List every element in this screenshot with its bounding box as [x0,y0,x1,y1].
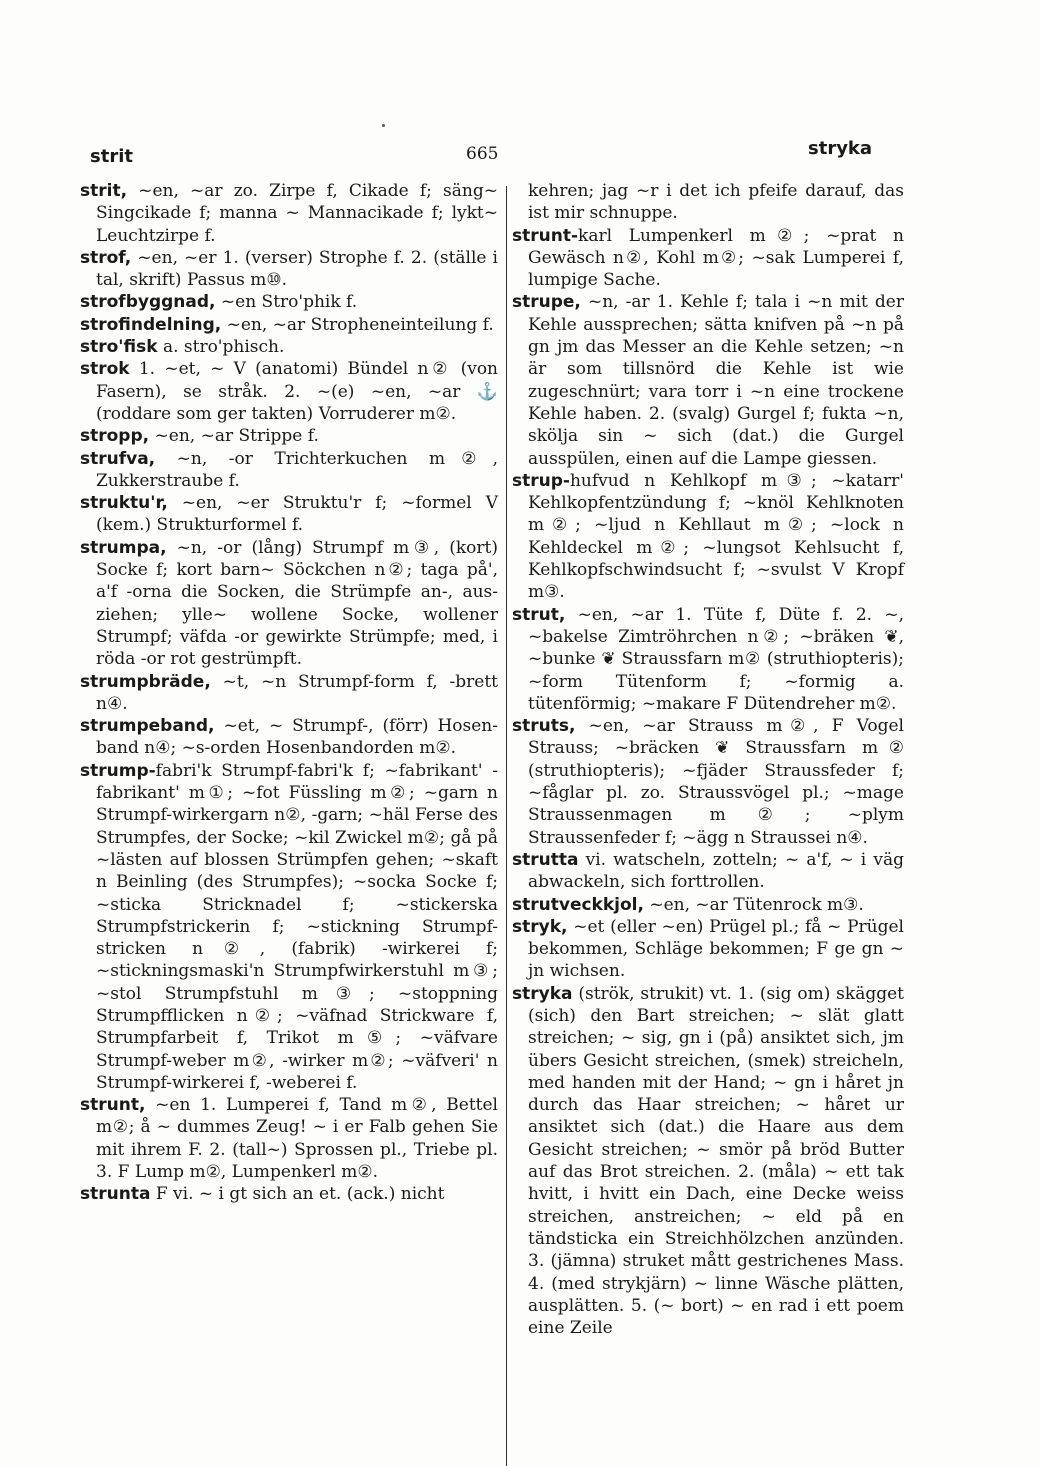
entry-headword: strofbyggnad, [80,292,216,313]
dictionary-entry [512,894,904,916]
entry-headword: stryka [512,983,573,1004]
dictionary-entry [80,671,498,716]
page-number: 665 [466,144,499,164]
entry-headword: stropp, [80,426,150,447]
dictionary-entry [512,180,904,225]
entry-headword: struktu'r, [80,493,168,514]
dictionary-entry [512,916,904,983]
entry-definition: F vi. ~ i gt sich an et. (ack.) nicht [150,1184,445,1205]
entry-definition: ~en, ~er 1. (verser) Strophe f. 2. (ställe i tal, skrift) Passus m⑩. [96,247,498,291]
entry-definition: ~en, ~ar zo. Zirpe f, Cikade f; säng~ Singcikade f; manna ~ Mannacikade f; lykt~ Leuchtzirpe f. [96,181,498,246]
dictionary-entry [80,715,498,760]
dictionary-entry [512,715,904,849]
dictionary-entry [512,604,904,715]
entry-definition: 1. ~et, ~ V (anatomi) Bündel n② (von Fasern), se stråk. 2. ~(e) ~en, ~ar ⚓ (roddare som ger takten) Vorruderer m②. [96,359,498,424]
entry-headword: strofindelning, [80,314,222,335]
dictionary-entry [80,537,498,671]
dictionary-entry [512,983,904,1340]
entry-headword: strup- [512,470,570,491]
entry-definition: (strök, strukit) vt. 1. (sig om) skägget (sich) den Bart streichen; ~ slät glatt streichen; ~ sig, gn i (på) ansiktet sich, jm übers Gesicht streichen, (smek) streicheln, med handen mit der Hand; ~ gn i håret jn durch das Haar streichen; ~ håret ur ansiktet sich (dat.) die Haare aus dem Gesicht streichen; ~ smör på bröd Butter auf das Brot streichen. 2. (måla) ~ ett tak hvitt, i hvitt ein Dach, eine Decke weiss streichen, anstreichen; ~ eld på en tändsticka ein Streichhölzchen anzünden. 3. (jämna) struket mått gestrichenes Mass. 4. (med strykjärn) ~ linne Wäsche plätten, ausplätten. 5. (~ bort) ~ en rad i ett poem eine Zeile [528,983,904,1339]
dictionary-entry [80,492,498,537]
dictionary-entry [80,1183,498,1205]
entry-definition: ~en 1. Lumperei f, Tand m②, Bettel m②; å ~ dummes Zeug! ~ i er Falb gehen Sie mit ihrem F. 2. (tall~) Sprossen pl., Triebe pl. 3. F Lump m②, Lumpenkerl m②. [96,1095,498,1183]
dictionary-entry [80,425,498,447]
dictionary-entry [80,760,498,1094]
entry-headword: strumpa, [80,537,167,558]
dictionary-entry [512,225,904,292]
entry-definition: ~n, -or (lång) Strumpf m③, (kort) Socke f; kort barn~ Söckchen n②; taga på', a'f -orna die Socken, die Strümpfe an-, aus-ziehen; ylle~ wollene Socke, wollener Strumpf; väfda -or gewirkte Strümpfe; med, i röda -or rot gestrümpft. [96,537,498,670]
entry-headword: strunt- [512,225,579,246]
entry-headword: strutveckkjol, [512,894,644,915]
entry-headword: strut, [512,604,566,625]
entry-definition: ~et, ~ Strumpf-, (förr) Hosen-band n④; ~s-orden Hosenbandorden m②. [96,716,498,759]
left-running-headword: strit [90,146,133,167]
entry-headword: strof, [80,247,132,268]
dictionary-entry [80,247,498,292]
left-column [80,180,498,1206]
entry-headword: strumpbräde, [80,671,211,692]
entry-headword: strupe, [512,292,581,313]
entry-definition: ~en, ~ar Strauss m②, F Vogel Strauss; ~bräcken ❦ Straussfarn m② (struthiopteris); ~fjäder Straussfeder f; ~fåglar pl. zo. Straussvögel pl.; ~mage Straussenmagen m②; ~plym Straussenfeder f; ~ägg n Straussei n④. [528,716,904,848]
entry-definition: ~n, -or Trichterkuchen m②, Zukkerstraube f. [96,448,498,491]
entry-definition: ~n, -ar 1. Kehle f; tala i ~n mit der Kehle aussprechen; sätta knifven på ~n på gn jm das Messer an die Kehle setzen; ~n är som tillsnörd die Kehle ist wie zugeschnürt; vara torr i ~n eine trockene Kehle haben. 2. (svalg) Gurgel f; fukta ~n, skölja sin ~ sich (dat.) die Gurgel ausspülen, einen auf die Lampe giessen. [528,292,904,469]
entry-definition: fabri'k Strumpf-fabri'k f; ~fabrikant' -fabrikant' m①; ~fot Füssling m②; ~garn n Strumpf-wirkergarn n②, -garn; ~häl Ferse des Strumpfes, der Socke; ~kil Zwickel m②; gå på ~lästen auf blossen Strümpfen gehen; ~skaft n Beinling (des Strumpfes); ~socka Socke f; ~sticka Stricknadel f; ~stickerska Strumpfstrickerin f; ~stickning Strumpf-stricken n②, (fabrik) -wirkerei f; ~stickningsmaski'n Strumpfwirkerstuhl m③; ~stol Strumpfstuhl m③; ~stoppning Strumpfflicken n②; ~väfnad Strickware f, Strumpfarbeit f, Trikot m⑤; ~väfvare Strumpf-weber m②, -wirker m②; ~väfveri' n Strumpf-wirkerei f, -weberei f. [96,760,498,1093]
entry-definition: ~en, ~er Struktu'r f; ~formel V (kem.) Strukturformel f. [96,493,498,536]
column-divider [506,186,507,1466]
page-speck [382,124,385,127]
dictionary-entry [80,336,498,358]
dictionary-entry [512,291,904,469]
entry-definition: karl Lumpenkerl m②; ~prat n Gewäsch n②, Kohl m②; ~sak Lumperei f, lumpige Sache. [528,225,904,291]
entry-headword: strutta [512,849,579,870]
entry-definition: hufvud n Kehlkopf m③; ~katarr' Kehlkopfentzündung f; ~knöl Kehlknoten m②; ~ljud n Kehllaut m②; ~lock n Kehldeckel m②; ~lungsot Kehlsucht f, Kehlkopfschwindsucht f; ~svulst V Kropf m③. [528,470,904,603]
entry-definition: ~en, ~ar Stropheneinteilung f. [221,314,494,335]
entry-headword: strumpeband, [80,716,215,737]
dictionary-entry [80,358,498,425]
entry-definition: ~et (eller ~en) Prügel pl.; få ~ Prügel bekommen, Schläge bekommen; F ge gn ~ jn wichsen. [528,916,904,982]
entry-definition: ~en, ~ar 1. Tüte f, Düte f. 2. ~, ~bakelse Zimtröhrchen n②; ~bräken ❦, ~bunke ❦ Straussfarn m② (struthiopteris); ~form Tütenform f; ~formig a. tütenförmig; ~makare F Dütendreher m②. [528,604,904,714]
entry-headword: strunt, [80,1095,146,1116]
right-running-headword: stryka [808,138,873,159]
entry-definition: a. stro'phisch. [157,337,285,358]
entry-headword: struts, [512,716,576,737]
right-column [512,180,904,1339]
dictionary-entry [512,470,904,604]
entry-headword: strufva, [80,448,156,469]
dictionary-entry [512,849,904,894]
dictionary-entry [80,314,498,336]
dictionary-entry [80,448,498,493]
entry-definition: ~en, ~ar Strippe f. [149,426,319,447]
entry-definition: ~t, ~n Strumpf-form f, -brett n④. [96,671,498,714]
dictionary-entry [80,291,498,313]
entry-headword: strit, [80,181,128,201]
entry-definition: vi. watscheln, zotteln; ~ a'f, ~ i väg abwackeln, sich forttrollen. [528,849,904,893]
entry-headword: strunta [80,1184,151,1205]
entry-definition: ~en Stro'phik f. [215,292,358,313]
entry-definition: ~en, ~ar Tütenrock m③. [643,894,864,915]
entry-headword: strok [80,359,130,380]
entry-headword: strump- [80,760,156,781]
dictionary-entry [80,1094,498,1183]
page-header [0,140,1040,170]
entry-definition: kehren; jag ~r i det ich pfeife darauf, das ist mir schnuppe. [528,181,904,224]
dictionary-entry [80,180,498,247]
entry-headword: stryk, [512,916,568,937]
entry-headword: stro'fisk [80,337,158,358]
